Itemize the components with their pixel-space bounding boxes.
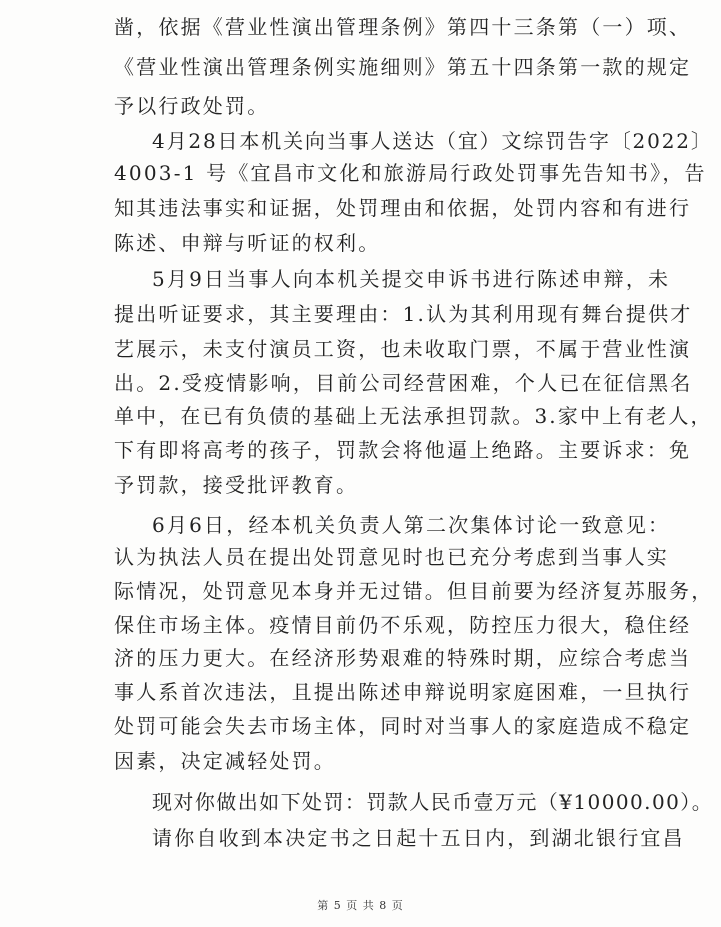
penalty-statement: 现对你做出如下处罚：罚款人民币壹万元（¥10000.00）。 [152, 790, 714, 814]
text-line: 因素，决定减轻处罚。 [114, 749, 336, 773]
text-line: 6月6日，经本机关负责人第二次集体讨论一致意见： [152, 513, 671, 537]
text-line: 陈述、申辩与听证的权利。 [114, 231, 381, 255]
text-line: 认为执法人员在提出处罚意见时也已充分考虑到当事人实 [114, 545, 669, 569]
text-line: 济的压力更大。在经济形势艰难的特殊时期，应综合考虑当 [114, 646, 692, 670]
text-line: 5月9日当事人向本机关提交申诉书进行陈述申辩，未 [152, 267, 671, 291]
text-line: 《营业性演出管理条例实施细则》第五十四条第一款的规定 [114, 55, 692, 79]
text-line: 保住市场主体。疫情目前仍不乐观，防控压力很大，稳住经 [114, 613, 692, 637]
text-line: 下有即将高考的孩子，罚款会将他逼上绝路。主要诉求：免 [114, 438, 692, 462]
text-line: 知其违法事实和证据，处罚理由和依据，处罚内容和有进行 [114, 196, 692, 220]
text-line: 处罚可能会失去市场主体，同时对当事人的家庭造成不稳定 [114, 714, 692, 738]
text-line: 4003-1 号《宜昌市文化和旅游局行政处罚事先告知书》，告 [114, 161, 707, 185]
text-line: 予以行政处罚。 [114, 94, 270, 118]
text-line: 予罚款，接受批评教育。 [114, 473, 359, 497]
text-line: 4月28日本机关向当事人送达（宜）文综罚告字〔2022〕 [152, 129, 713, 153]
page-number-footer: 第 5 页 共 8 页 [317, 899, 404, 912]
text-line: 提出听证要求，其主要理由：1.认为其利用现有舞台提供才 [114, 302, 693, 326]
text-line: 单中，在已有负债的基础上无法承担罚款。3.家中上有老人， [114, 404, 713, 428]
text-line: 凿，依据《营业性演出管理条例》第四十三条第（一）项、 [114, 15, 692, 39]
text-line: 艺展示，未支付演员工资，也未收取门票，不属于营业性演 [114, 337, 692, 361]
text-line: 请你自收到本决定书之日起十五日内，到湖北银行宜昌 [152, 826, 685, 850]
text-line: 事人系首次违法，且提出陈述申辩说明家庭困难，一旦执行 [114, 680, 692, 704]
text-line: 际情况，处罚意见本身并无过错。但目前要为经济复苏服务， [114, 579, 714, 603]
text-line: 出。2.受疫情影响，目前公司经营困难，个人已在征信黑名 [114, 371, 693, 395]
